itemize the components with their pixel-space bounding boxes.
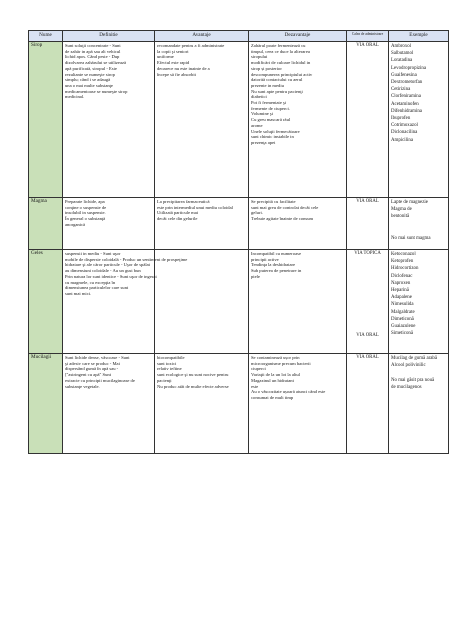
cell-disadvantages	[249, 42, 347, 198]
document-page	[28, 30, 448, 454]
cell-advantages	[155, 42, 249, 198]
cell-line: începe să fie absorbit	[157, 71, 196, 77]
cell-line: ["astringent cu apă" Sunt	[65, 372, 111, 378]
table-row	[29, 198, 449, 250]
cell-examples	[389, 198, 449, 250]
cell-line	[391, 369, 446, 376]
cell-line: au dimensiuni coloidale - Au un gust bun	[65, 268, 141, 274]
cell-definition	[63, 198, 155, 250]
cell-line: Cetirizina	[391, 87, 411, 93]
cell-definition	[63, 250, 188, 354]
cell-route	[347, 198, 389, 250]
cell-disadvantages	[249, 354, 347, 454]
route-label: VIA ORAL	[356, 355, 379, 360]
header-nume: Nume	[29, 31, 63, 42]
cell-line: Utilizată particule mai	[157, 210, 199, 216]
table-header-row	[29, 31, 449, 42]
cell-line: Nimesulida	[391, 302, 414, 308]
cell-line: lichid apos. Când peste - Dup	[65, 54, 120, 60]
cell-line: Hidrocortizon	[391, 266, 419, 272]
cell-line: Ampicilina	[391, 137, 414, 143]
cell-line: Nu produc atât de multe efecte adverse	[157, 383, 229, 389]
cell-line: dimensiunea particulelor care sunt	[65, 285, 129, 291]
cell-advantages	[155, 354, 249, 454]
cell-line: medicinal.	[65, 94, 85, 100]
cell-line: sunt chimic instabile in	[251, 134, 294, 140]
cell-line: Magma de	[391, 207, 412, 213]
cell-line: descompunerea principiului activ	[251, 71, 313, 77]
cell-line: Loratadina	[391, 58, 413, 64]
cell-line: Volumine şi	[251, 111, 273, 117]
cell-line: Sunt soluţii concentrate - Sunt	[65, 43, 121, 48]
cell-name: Sirop	[29, 42, 63, 198]
cell-line: No mai sunt magma	[391, 236, 431, 242]
cell-route	[347, 250, 389, 354]
route-label: VIA ORAL	[356, 43, 379, 48]
cell-line: dispersând gumă în apă sau -	[65, 366, 119, 372]
cell-line: Naproxen	[391, 280, 411, 286]
cell-line: Cotrimoxazol	[391, 123, 418, 129]
cell-line: este prin intermediul unui mediu coloidal	[157, 204, 233, 210]
cell-line	[391, 228, 446, 235]
cell-line: fermente de ciuperci.	[251, 105, 290, 111]
table-row	[29, 354, 449, 454]
cell-line: Alcool polivinilic	[391, 363, 426, 369]
cell-line: medicamentoase se numeşte sirop	[65, 88, 128, 94]
cell-line: Dimeticonă	[391, 316, 414, 322]
header-cale: Calea de administrare	[347, 31, 389, 42]
cell-line: siropului	[251, 54, 268, 60]
cell-line: extracte cu principii mucilaginoase de	[65, 377, 135, 383]
cell-name: Mucilagii	[29, 354, 63, 454]
cell-line: Ketoconazol	[391, 252, 416, 257]
cell-line: decât cele din gelurile	[157, 216, 198, 222]
header-definitie: Definitie	[63, 31, 155, 42]
cell-line: recomandate pentru a fi administrate	[157, 43, 225, 48]
cell-line: Prin natura lor sunt identice - Sunt uşor de ingerat	[65, 273, 157, 279]
cell-line: conţine o suspensie de	[65, 204, 107, 210]
cell-line: şi adesiv care se produc - Mai	[65, 360, 120, 366]
cell-line: Ambroxol	[391, 44, 412, 49]
cell-line: una o mai multe substanţe	[65, 82, 113, 88]
cell-line: timpul, ceea ce duce la alterarea	[251, 48, 310, 54]
cell-line: cu magmele, cu excepţia în	[65, 279, 116, 285]
cell-line: biocompatibile	[157, 355, 185, 360]
cell-line: Levodropropizina	[391, 65, 427, 71]
cell-line: Sunt lichide dense, vâscoase - Sunt	[65, 355, 130, 360]
cell-line: geluri.	[251, 210, 263, 216]
table-row	[29, 250, 449, 354]
cell-route	[347, 354, 389, 454]
cell-line: substanţe vegetale.	[65, 383, 100, 389]
cell-line: rezultante se numeşte sirop	[65, 71, 115, 77]
cell-line: Difenhidramina	[391, 108, 422, 114]
cell-examples	[389, 354, 449, 454]
cell-line: anorganică	[65, 221, 86, 227]
cell-line: Simeticonă	[391, 331, 414, 337]
route-label-secondary: VIA ORAL	[356, 332, 379, 338]
cell-line: Dextrometorfan	[391, 80, 423, 86]
cell-line: Lapte de magnezie	[391, 200, 428, 205]
cell-line: este	[251, 383, 259, 389]
cell-line: uniforme	[157, 54, 174, 60]
cell-line: Guaiazulene	[391, 324, 416, 330]
cell-line: Mucilag de gumă arabă	[391, 356, 438, 361]
cell-line: Ibuprofen	[391, 116, 411, 122]
cell-line: Acetaminofen	[391, 101, 419, 107]
cell-line: Malgaldrate	[391, 309, 415, 315]
cell-line: prezenţa apei	[251, 139, 276, 145]
cell-examples	[389, 42, 449, 198]
cell-line: Au o vâscozitate ușoară atunci când este	[251, 389, 326, 395]
cell-line: modificări de culoare lichidul in	[251, 60, 311, 66]
cell-line: sunt mai greu de controlat decât cele	[251, 204, 319, 210]
cell-line: prezente in mediu	[251, 82, 284, 88]
cell-line: Efectul este rapid	[157, 60, 190, 66]
cell-line: Pot fi fermentate şi	[251, 100, 287, 106]
cell-line: de mucilagenos	[391, 384, 422, 390]
cell-line: Nu sunt apte pentru pacienţi	[251, 88, 303, 94]
cell-line: relativ ieftine	[157, 366, 182, 372]
cell-line: Se contaminează ușor prin	[251, 355, 300, 360]
route-label: VIA ORAL	[356, 199, 379, 204]
cell-line: Salbutamol	[391, 51, 414, 57]
cell-line: Ketoprofen	[391, 259, 414, 265]
cell-line: de zahăr in apă sau alt vehicul	[65, 48, 121, 54]
cell-line: Guaifenesina	[391, 72, 417, 78]
cell-line: dizolvarea zahărului se utilizează	[65, 60, 127, 66]
cell-line: pacienţi	[157, 377, 172, 383]
cell-line: diabetici	[251, 94, 267, 100]
cell-line: Trebuie agitate înainte de consum	[251, 216, 314, 222]
cell-examples	[389, 250, 449, 354]
cell-line: ciuperci	[251, 366, 266, 372]
cell-line: bentonită	[391, 214, 410, 220]
cell-advantages	[155, 198, 249, 250]
cell-line: Cu greu mascară răul	[251, 117, 291, 123]
cell-line: Incompatibil cu numeroase	[251, 251, 302, 256]
cell-disadvantages	[249, 250, 347, 354]
cell-line: principii active	[251, 256, 279, 262]
header-exemple: Exemple	[389, 31, 449, 42]
cell-line: suspensii in mediu - Sunt uşor	[65, 251, 121, 256]
cell-line: Adapalene	[391, 295, 412, 301]
route-label: VIA TOPICA	[354, 251, 381, 256]
cell-line: hidratare şi ale căror particule - Uşor de spălat	[65, 262, 150, 268]
cell-line: În general o substanţă	[65, 216, 106, 222]
header-avantaje: Avantaje	[155, 31, 249, 42]
cell-advantages	[155, 250, 249, 354]
cell-definition	[63, 42, 155, 198]
cell-line: sunt mai mici.	[65, 290, 92, 296]
cell-line: La precipitarea farmaceutică	[157, 199, 210, 204]
cell-line: simplu; când i se adaugă	[65, 77, 111, 83]
cell-line: Zahărul poate fermentează cu	[251, 43, 306, 48]
cell-line: sunt toxici	[157, 360, 177, 366]
cell-line: Clorfeniramina	[391, 94, 421, 100]
cell-line: Diclofenac	[391, 273, 413, 279]
cell-line: Diclonacilina	[391, 130, 418, 136]
cell-line: insolubil in suspensie.	[65, 210, 106, 216]
cell-line: consumat de mult timp	[251, 394, 294, 400]
cell-line: arome	[251, 122, 263, 128]
cell-disadvantages	[249, 198, 347, 250]
cell-line: mobile de dispersie coloidală - Produc un sentiment de prospeţime	[65, 256, 188, 262]
cell-line: Sub puterea de penetrare in	[251, 268, 302, 274]
cell-line: sunt ecologice şi nu sunt nocive pentru	[157, 372, 229, 378]
cell-line: piele	[251, 273, 260, 279]
table-row	[29, 42, 449, 198]
cell-line: No mai găsit pra nouă	[391, 377, 435, 383]
cell-line: Se precipită cu facilitate	[251, 199, 296, 204]
table-body	[29, 42, 449, 454]
cell-line: Magazinul un hidratant	[251, 377, 294, 383]
cell-line: Unele soluţii fermecătoare	[251, 128, 300, 134]
cell-line: deoarece nu este inainte de a	[157, 65, 210, 71]
cell-definition	[63, 354, 155, 454]
cell-line: Tendinţa la deshidratare	[251, 262, 296, 268]
excipients-table	[28, 30, 449, 454]
cell-name: Magma	[29, 198, 63, 250]
cell-line: Preparate lichide, apa	[65, 199, 105, 204]
cell-line: la copii şi seniori	[157, 48, 189, 54]
cell-route	[347, 42, 389, 198]
header-dezavantaje: Dezavantaje	[249, 31, 347, 42]
cell-line: Variaţii de la un lot la altul	[251, 372, 300, 378]
cell-line: sirop și posterior	[251, 65, 282, 71]
cell-line	[391, 221, 446, 228]
cell-line: datorită contactului cu aerul	[251, 77, 303, 83]
cell-line: apă purificată, siropul - Este	[65, 65, 117, 71]
cell-line: Heparină	[391, 288, 409, 294]
cell-line: microorganisme precum bacterii	[251, 360, 311, 366]
cell-name: Geles	[29, 250, 63, 354]
